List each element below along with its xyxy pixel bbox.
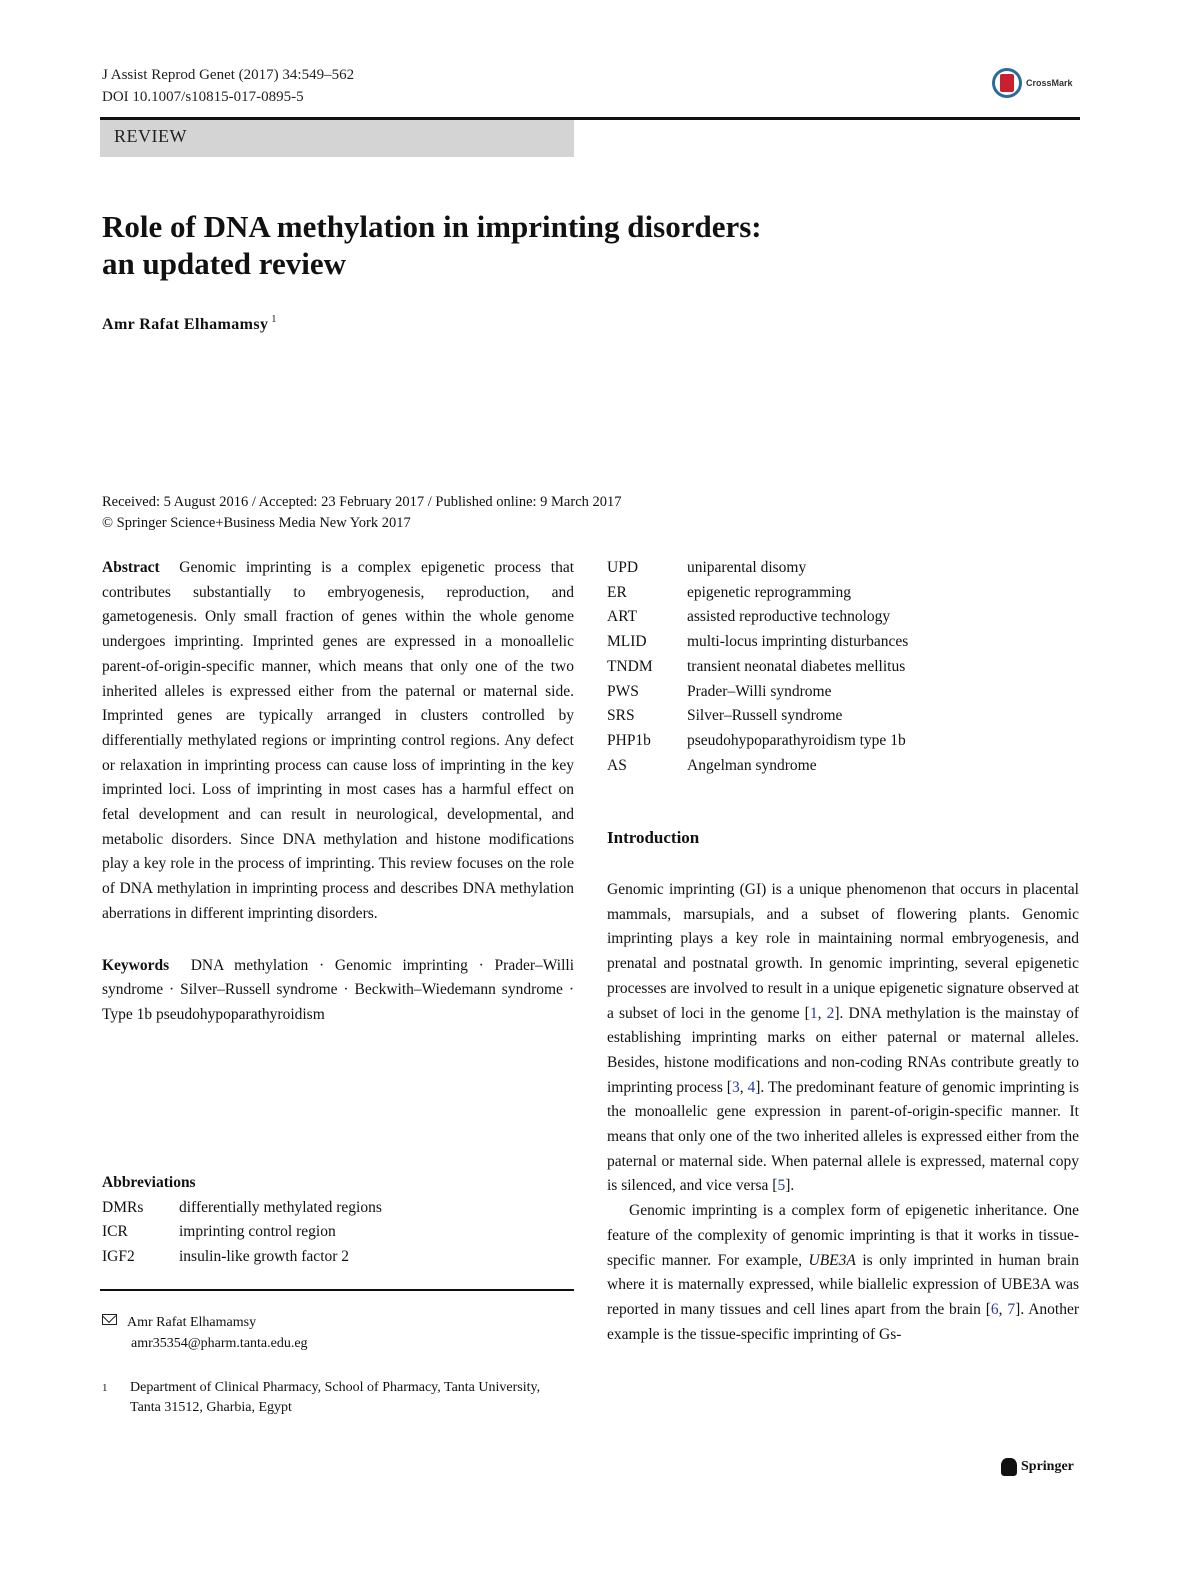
abstract bbox=[102, 556, 574, 927]
intro-text: Genomic imprinting is a complex form of epigenetic inheritance. One feature of the complexity of genomic imprinting is that it works in tissue-specific manner. For example, bbox=[607, 1202, 1079, 1269]
abbreviations-left bbox=[102, 1171, 574, 1269]
citation-link[interactable]: 1 bbox=[809, 1004, 818, 1022]
crossmark-label: CrossMark bbox=[1026, 78, 1073, 88]
left-column bbox=[102, 556, 574, 1028]
abbreviation-row bbox=[102, 1196, 574, 1221]
abbreviation-row bbox=[607, 605, 1079, 630]
crossmark-logo[interactable] bbox=[992, 66, 1084, 100]
abbreviation-definition: pseudohypoparathyroidism type 1b bbox=[687, 731, 906, 749]
intro-text: ]. The predominant feature of genomic imprinting is the monoallelic gene expression in parent-of-origin-specific manner. It means that only one of the two inherited alleles is expressed either from the paternal or maternal side. When paternal allele is expressed, maternal copy is silenced, and vice versa [ bbox=[607, 1078, 1080, 1195]
publisher-name: Springer bbox=[1021, 1459, 1074, 1474]
author-name[interactable]: Amr Rafat Elhamamsy bbox=[102, 316, 269, 333]
abbreviation-definition: transient neonatal diabetes mellitus bbox=[687, 657, 906, 675]
gene-name: UBE3A bbox=[808, 1251, 856, 1269]
abbreviation-row bbox=[607, 729, 1079, 754]
abbreviation-term: PHP1b bbox=[607, 731, 651, 749]
citation-link[interactable]: 3 bbox=[731, 1078, 740, 1096]
citation-link[interactable]: 6 bbox=[990, 1300, 999, 1318]
abbreviation-row bbox=[607, 680, 1079, 705]
citation-link[interactable]: 7 bbox=[1007, 1300, 1016, 1318]
journal-line: J Assist Reprod Genet (2017) 34:549–562 bbox=[102, 67, 355, 83]
doi-line[interactable]: DOI 10.1007/s10815-017-0895-5 bbox=[102, 89, 304, 105]
abbreviation-term: TNDM bbox=[607, 657, 653, 675]
copyright-line: © Springer Science+Business Media New York 2017 bbox=[102, 515, 411, 531]
abbreviation-row bbox=[607, 556, 1079, 581]
abbreviation-term: PWS bbox=[607, 682, 639, 700]
keywords-label: Keywords bbox=[102, 956, 170, 974]
article-type: REVIEW bbox=[114, 126, 187, 146]
abstract-text: Genomic imprinting is a complex epigenetic process that contributes substantially to embryogenesis, reproduction, and gametogenesis. Only small fraction of genes within the whole genome undergoes imprinting. Imprinted genes are expressed in a monoallelic parent-of-origin-specific manner, which means that only one of the two inherited alleles is expressed either from the paternal or maternal side. Imprinted genes are typically arranged in clusters controlled by differentially methylated regions or imprinting control regions. Any defect or relaxation in imprinting process can cause loss of imprinting in the key imprinted loci. Loss of imprinting in most cases has a harmful effect on fetal development and can result in neurological, developmental, and metabolic disorders. Since DNA methylation and histone modifications play a key role in the process of imprinting. This review focuses on the role of DNA methylation in imprinting process and describes DNA methylation aberrations in different imprinting disorders. bbox=[102, 559, 575, 922]
citation-link[interactable]: 5 bbox=[777, 1177, 786, 1195]
abbreviation-definition: assisted reproductive technology bbox=[687, 608, 891, 626]
abbreviations-heading: Abbreviations bbox=[102, 1174, 196, 1191]
citation-link[interactable]: 4 bbox=[747, 1078, 756, 1096]
author bbox=[102, 316, 277, 334]
correspondence-email[interactable]: amr35354@pharm.tanta.edu.eg bbox=[131, 1336, 308, 1351]
citation-link[interactable]: 2 bbox=[826, 1004, 835, 1022]
abbreviation-definition: differentially methylated regions bbox=[179, 1198, 382, 1216]
abstract-label: Abstract bbox=[102, 559, 160, 576]
abbreviation-term: MLID bbox=[607, 633, 647, 651]
abbreviations-right bbox=[607, 556, 1079, 778]
abbreviation-term: ER bbox=[607, 583, 627, 601]
abbreviation-term: DMRs bbox=[102, 1198, 144, 1216]
abbreviation-definition: Prader–Willi syndrome bbox=[687, 682, 832, 700]
abbreviation-definition: imprinting control region bbox=[179, 1223, 336, 1240]
abbreviation-row bbox=[607, 630, 1079, 655]
intro-text: ]. bbox=[785, 1177, 795, 1195]
dates-line: Received: 5 August 2016 / Accepted: 23 February 2017 / Published online: 9 March 2017 bbox=[102, 494, 622, 510]
citation-separator: , bbox=[998, 1300, 1008, 1318]
abbreviation-row bbox=[102, 1220, 574, 1245]
abbreviation-definition: insulin-like growth factor 2 bbox=[179, 1247, 350, 1265]
intro-text: is only imprinted in human brain where it is maternally expressed, while biallelic expression of UBE3A was reported in many tissues and cell lines apart from the brain [ bbox=[607, 1251, 1079, 1318]
introduction-body bbox=[607, 878, 1079, 1347]
citation-separator: , bbox=[739, 1078, 748, 1096]
introduction-heading: Introduction bbox=[607, 828, 700, 847]
abbreviation-term: ART bbox=[607, 608, 638, 626]
abbreviation-row bbox=[607, 581, 1079, 606]
abbreviation-definition: Silver–Russell syndrome bbox=[687, 707, 843, 725]
journal-citation bbox=[102, 64, 354, 108]
footnote-rule bbox=[100, 1289, 574, 1291]
abbreviation-definition: epigenetic reprogramming bbox=[687, 583, 851, 601]
abbreviation-definition: multi-locus imprinting disturbances bbox=[687, 633, 909, 651]
article-title bbox=[102, 208, 1002, 282]
affiliation-text: Department of Clinical Pharmacy, School of Pharmacy, Tanta University, Tanta 31512, Gharbia, Egypt bbox=[130, 1380, 541, 1415]
article-type-banner bbox=[100, 120, 574, 157]
publisher-logo bbox=[1001, 1458, 1074, 1476]
abbreviation-row bbox=[607, 754, 1079, 779]
intro-paragraph-2 bbox=[607, 1199, 1079, 1347]
affiliation bbox=[102, 1378, 550, 1418]
abbreviation-row bbox=[102, 1245, 574, 1270]
abbreviation-row bbox=[607, 655, 1079, 680]
springer-horse-icon bbox=[1001, 1458, 1017, 1476]
intro-text: ]. DNA methylation is the mainstay of establishing imprinting marks on either paternal or maternal alleles. Besides, histone modifications and non-coding RNAs contribute greatly to imprinting process [ bbox=[607, 1004, 1080, 1096]
affiliation-number: 1 bbox=[102, 1382, 108, 1394]
abbreviation-term: ICR bbox=[102, 1223, 128, 1240]
keywords-text: DNA methylation · Genomic imprinting · Prader–Willi syndrome · Silver–Russell syndrome · Beckwith–Wiedemann syndrome · Type 1b pseudohypoparathyroidism bbox=[102, 956, 574, 1023]
abbreviation-row bbox=[607, 704, 1079, 729]
article-history bbox=[102, 492, 622, 534]
crossmark-icon bbox=[992, 68, 1022, 98]
intro-text: Genomic imprinting (GI) is a unique phenomenon that occurs in placental mammals, marsupials, and a subset of flowering plants. Genomic imprinting plays a key role in maintaining normal embryogenesis, and prenatal and postnatal growth. In genomic imprinting, several epigenetic processes are involved to result in a unique epigenetic signature observed at a subset of loci in the genome [ bbox=[607, 881, 1079, 1022]
abbreviation-term: IGF2 bbox=[102, 1247, 135, 1265]
abbreviation-definition: uniparental disomy bbox=[687, 559, 807, 576]
citation-separator: , bbox=[817, 1004, 827, 1022]
title-line-2: an updated review bbox=[102, 246, 347, 281]
abbreviation-term: UPD bbox=[607, 559, 639, 576]
keywords bbox=[102, 954, 574, 1028]
abbreviation-term: SRS bbox=[607, 707, 635, 725]
intro-text: ]. Another example is the tissue-specific imprinting of Gs- bbox=[607, 1300, 1079, 1343]
correspondence-name: Amr Rafat Elhamamsy bbox=[127, 1315, 257, 1330]
abbreviation-definition: Angelman syndrome bbox=[687, 756, 817, 774]
abbreviation-term: AS bbox=[607, 756, 627, 774]
title-line-1: Role of DNA methylation in imprinting disorders: bbox=[102, 209, 762, 244]
intro-paragraph-1 bbox=[607, 878, 1079, 1199]
envelope-icon bbox=[102, 1314, 117, 1325]
author-affil-mark[interactable]: 1 bbox=[271, 314, 277, 325]
correspondence bbox=[102, 1312, 308, 1354]
